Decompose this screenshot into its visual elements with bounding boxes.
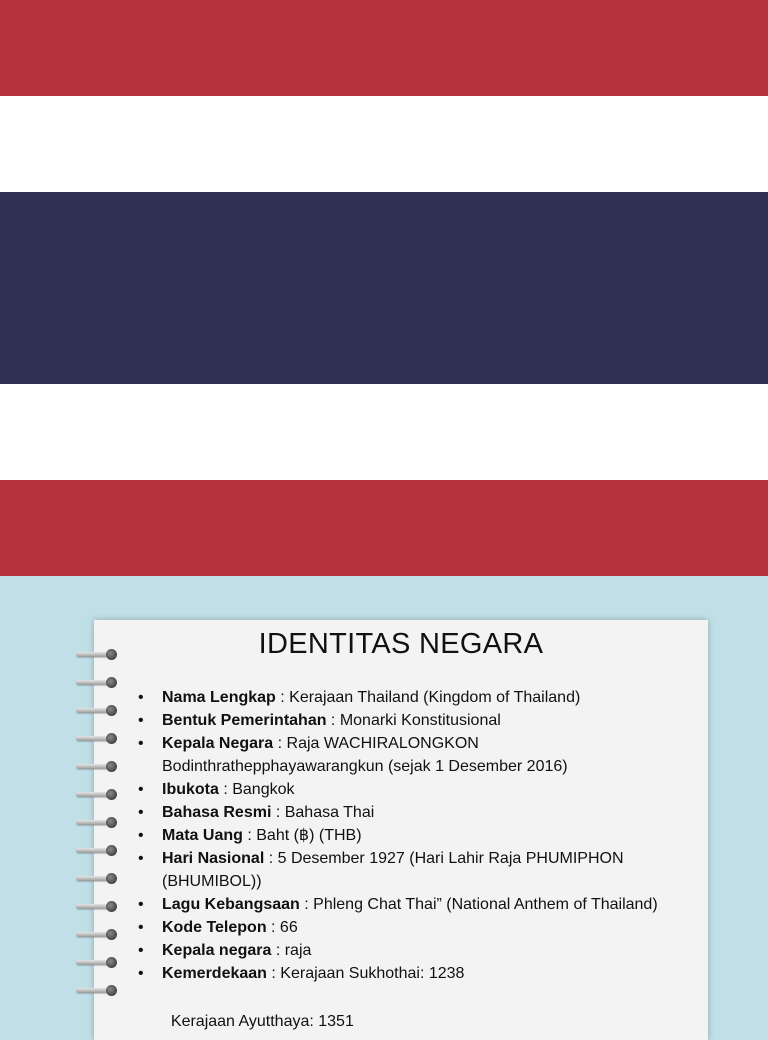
bullet-icon: • xyxy=(138,942,144,959)
flag-stripe-white-bottom xyxy=(0,384,768,480)
item-value: : Baht (฿) (THB) xyxy=(242,827,362,844)
flag-stripe-red-bottom xyxy=(0,480,768,576)
item-label: Kode Telepon xyxy=(162,919,267,936)
spiral-ring-icon xyxy=(74,872,124,886)
bullet-icon: • xyxy=(138,850,144,867)
spiral-ring-icon xyxy=(74,928,124,942)
item-value: : Kerajaan Sukhothai: 1238 xyxy=(266,965,465,982)
item-label: Bahasa Resmi xyxy=(162,804,272,821)
item-value: : Raja WACHIRALONGKON Bodinthrathepphayawarangkun (sejak 1 Desember 2016) xyxy=(162,735,568,775)
list-item xyxy=(136,732,696,778)
bullet-icon: • xyxy=(138,689,144,706)
item-label: Kemerdekaan xyxy=(162,965,267,982)
bullet-icon: • xyxy=(138,827,144,844)
bullet-icon: • xyxy=(138,781,144,798)
item-value: : 66 xyxy=(266,919,298,936)
item-label: Mata Uang xyxy=(162,827,243,844)
list-continuation: Kerajaan Ayutthaya: 1351 xyxy=(162,1013,354,1030)
bullet-icon: • xyxy=(138,735,144,752)
item-label: Hari Nasional xyxy=(162,850,265,867)
list-item xyxy=(136,962,696,985)
list-item xyxy=(136,893,696,916)
identity-list xyxy=(136,686,696,985)
spiral-ring-icon xyxy=(74,844,124,858)
item-value: : Bahasa Thai xyxy=(271,804,375,821)
list-item xyxy=(136,916,696,939)
item-value: : Kerajaan Thailand (Kingdom of Thailand) xyxy=(275,689,581,706)
spiral-ring-icon xyxy=(74,788,124,802)
bullet-icon: • xyxy=(138,919,144,936)
spiral-ring-icon xyxy=(74,676,124,690)
spiral-ring-icon xyxy=(74,984,124,998)
flag-stripe-white-top xyxy=(0,96,768,192)
notebook-spiral xyxy=(74,645,124,1025)
item-value: : raja xyxy=(271,942,312,959)
item-label: Kepala negara xyxy=(162,942,272,959)
spiral-ring-icon xyxy=(74,760,124,774)
list-item xyxy=(136,824,696,847)
bullet-icon: • xyxy=(138,965,144,982)
bullet-icon: • xyxy=(138,712,144,729)
spiral-ring-icon xyxy=(74,956,124,970)
item-value: : Phleng Chat Thai” (National Anthem of Thailand) xyxy=(299,896,658,913)
spiral-ring-icon xyxy=(74,704,124,718)
list-item xyxy=(136,801,696,824)
list-item xyxy=(136,939,696,962)
item-label: Lagu Kebangsaan xyxy=(162,896,300,913)
list-item xyxy=(136,686,696,709)
flag-stripe-red-top xyxy=(0,0,768,96)
item-label: Nama Lengkap xyxy=(162,689,276,706)
list-item xyxy=(136,778,696,801)
item-value: : Monarki Konstitusional xyxy=(326,712,501,729)
flag-stripe-blue xyxy=(0,192,768,384)
spiral-ring-icon xyxy=(74,732,124,746)
item-label: Bentuk Pemerintahan xyxy=(162,712,327,729)
bullet-icon: • xyxy=(138,896,144,913)
card-title: IDENTITAS NEGARA xyxy=(258,628,544,660)
spiral-ring-icon xyxy=(74,900,124,914)
item-label: Ibukota xyxy=(162,781,219,798)
list-item xyxy=(136,709,696,732)
bullet-icon: • xyxy=(138,804,144,821)
spiral-ring-icon xyxy=(74,816,124,830)
list-item xyxy=(136,847,696,893)
item-value: : Bangkok xyxy=(218,781,295,798)
item-label: Kepala Negara xyxy=(162,735,274,752)
item-value: : 5 Desember 1927 (Hari Lahir Raja PHUMIPHON (BHUMIBOL)) xyxy=(162,850,624,890)
